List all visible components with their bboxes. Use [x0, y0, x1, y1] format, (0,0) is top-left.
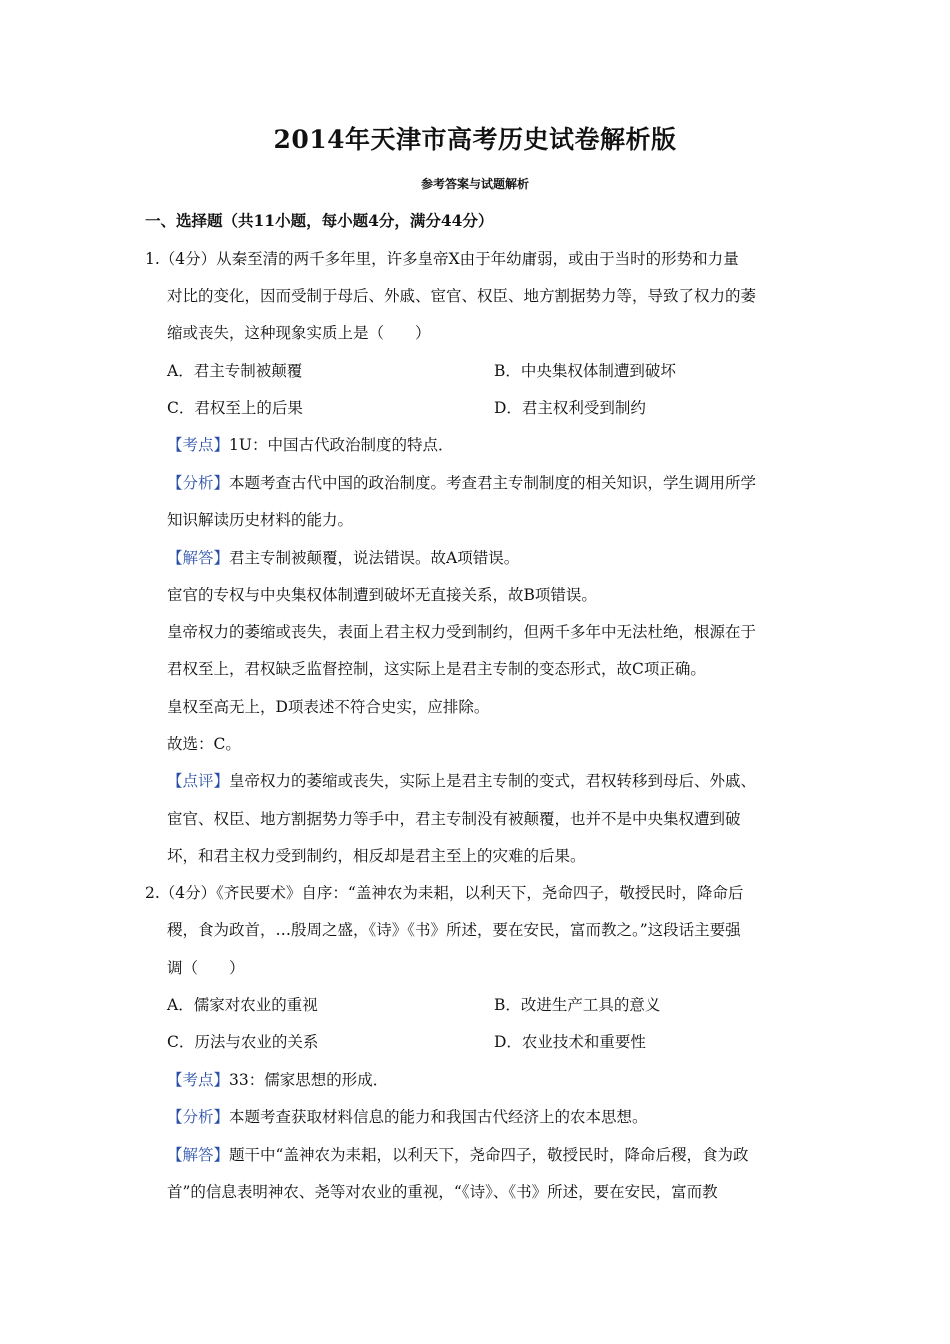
q2-fenxi [167, 1107, 648, 1127]
q1-jieda-line-3: 皇帝权力的萎缩或丧失，表面上君主权力受到制约，但两千多年中无法杜绝，根源在于 [167, 623, 757, 641]
q2-option-b: B．改进生产工具的意义 [494, 996, 661, 1014]
fenxi-tag: 【分析】 [167, 474, 230, 492]
q1-stem-line-3: 缩或丧失，这种现象实质上是（ ） [167, 324, 431, 342]
q1-dianping-line-2: 宦官、权臣、地方割据势力等手中，君主专制没有被颠覆，也并不是中央集权遭到破 [167, 810, 741, 828]
jieda-tag: 【解答】 [167, 1146, 230, 1164]
q2-jieda [167, 1145, 748, 1165]
q1-fenxi-line-1: 本题考查古代中国的政治制度。考查君主专制制度的相关知识，学生调用所学 [229, 474, 757, 492]
q2-kaodian-text: 33：儒家思想的形成． [229, 1071, 389, 1089]
page-title: 2014年天津市高考历史试卷解析版 [273, 125, 677, 154]
dianping-tag: 【点评】 [167, 772, 230, 790]
section-heading: 一、选择题（共11小题，每小题4分，满分44分） [145, 211, 494, 230]
q2-stem-line-3: 调（ ） [167, 959, 245, 977]
q2-jieda-line-1: 题干中“盖神农为耒耜，以利天下，尧命四子，敬授民时，降命后稷，食为政 [229, 1146, 749, 1164]
q1-jieda-line-2: 宦官的专权与中央集权体制遭到破坏无直接关系，故B项错误。 [167, 586, 597, 604]
q2-option-a: A．儒家对农业的重视 [167, 996, 318, 1014]
q1-stem-line-2: 对比的变化，因而受制于母后、外戚、宦官、权臣、地方割据势力等，导致了权力的萎 [167, 287, 757, 305]
q1-jieda-line-1: 君主专制被颠覆，说法错误。故A项错误。 [229, 549, 520, 567]
q1-jieda-line-5: 皇权至高无上，D项表述不符合史实，应排除。 [167, 698, 490, 716]
q1-jieda-line-4: 君权至上，君权缺乏监督控制，这实际上是君主专制的变态形式，故C项正确。 [167, 660, 706, 678]
fenxi-tag: 【分析】 [167, 1108, 230, 1126]
q1-option-c: C．君权至上的后果 [167, 399, 303, 417]
q2-kaodian [167, 1070, 388, 1090]
q2-jieda-line-2: 首”的信息表明神农、尧等对农业的重视，“《诗》、《书》所述，要在安民，富而教 [167, 1183, 718, 1201]
q1-dianping [167, 771, 756, 791]
q1-option-d: D．君主权利受到制约 [494, 399, 646, 417]
q1-stem-line-1: 1.（4分）从秦至清的两千多年里，许多皇帝X由于年幼庸弱，或由于当时的形势和力量 [145, 250, 739, 268]
q1-jieda [167, 548, 519, 568]
q2-option-c: C．历法与农业的关系 [167, 1033, 319, 1051]
kaodian-tag: 【考点】 [167, 1071, 230, 1089]
q1-fenxi-line-2: 知识解读历史材料的能力。 [167, 511, 354, 529]
q2-stem-line-2: 稷，食为政首，…殷周之盛，《诗》《书》所述，要在安民，富而教之。”这段话主要强 [167, 921, 741, 939]
page-subtitle: 参考答案与试题解析 [420, 177, 529, 191]
q2-fenxi-text: 本题考查获取材料信息的能力和我国古代经济上的农本思想。 [229, 1108, 648, 1126]
jieda-tag: 【解答】 [167, 549, 230, 567]
q1-dianping-line-3: 坏，和君主权力受到制约，相反却是君主至上的灾难的后果。 [167, 847, 586, 865]
kaodian-tag: 【考点】 [167, 436, 230, 454]
q1-fenxi [167, 473, 756, 493]
q1-dianping-line-1: 皇帝权力的萎缩或丧失，实际上是君主专制的变式，君权转移到母后、外戚、 [229, 772, 757, 790]
q2-option-d: D．农业技术和重要性 [494, 1033, 646, 1051]
q1-answer: 故选：C。 [167, 735, 241, 753]
q2-stem-line-1: 2.（4分）《齐民要术》自序：“盖神农为耒耜，以利天下，尧命四子，敬授民时，降命后 [145, 884, 744, 902]
q1-kaodian [167, 435, 453, 455]
q1-kaodian-text: 1U：中国古代政治制度的特点． [229, 436, 454, 454]
q1-option-b: B．中央集权体制遭到破坏 [494, 362, 676, 380]
q1-option-a: A．君主专制被颠覆 [167, 362, 303, 380]
